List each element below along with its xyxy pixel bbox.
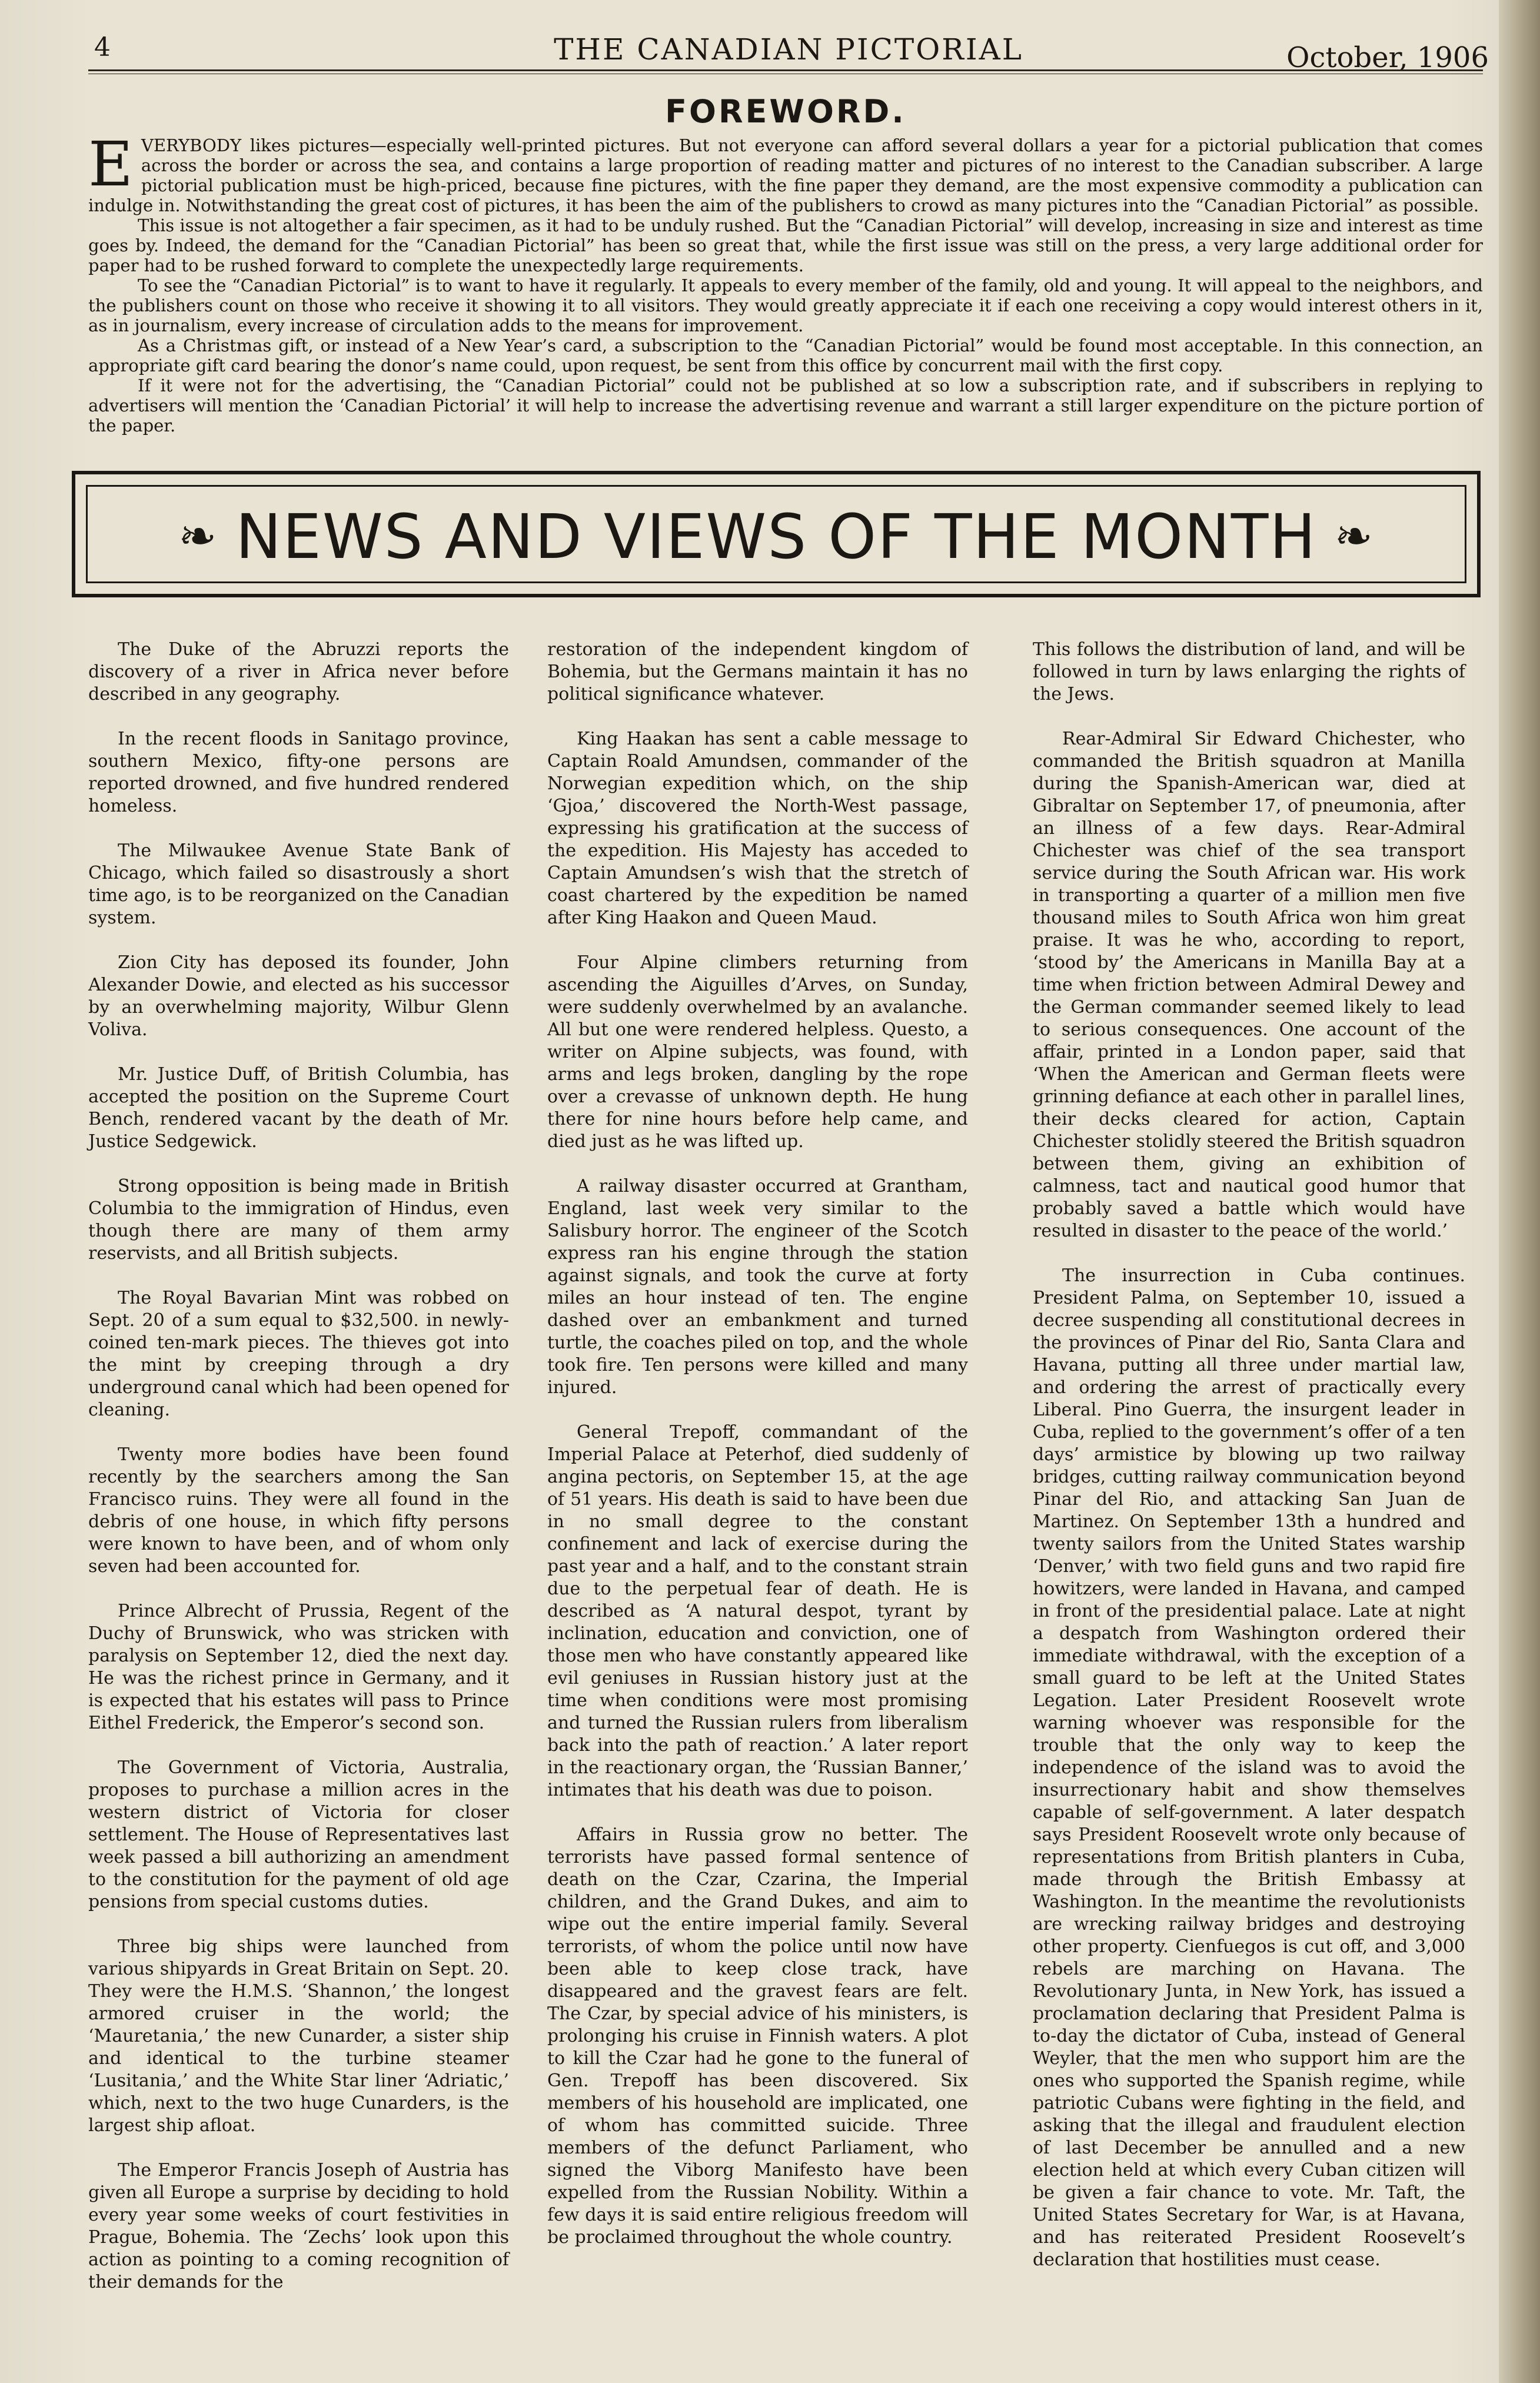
page-number: 4 — [94, 32, 111, 62]
news-item: In the recent floods in Sanitago province, southern Mexico, fifty-one persons are reported drowned, and five hundred rendered homeless. — [88, 729, 509, 816]
news-item: The insurrection in Cuba continues. President Palma, on September 10, issued a decree suspending all constitutional decrees in the provinces of Pinar del Rio, Santa Clara and Havana, putting all three under martial law, and ordering the arrest of practically every Liberal. Pino Guerra, the insurgent leader in Cuba, replied to the government’s offer of a ten days’ armistice by blowing up two railway bridges, cutting railway communication beyond Pinar del Rio, and attacking San Juan de Martinez. On September 13th a hundred and twenty sailors from the United States warship ‘Denver,’ with two field guns and two rapid fire howitzers, were landed in Havana, and camped in front of the presidential palace. Late at night a despatch from Washington ordered their immediate withdrawal, with the exception of a small guard to be left at the United States Legation. Later President Roosevelt wrote warning whoever was responsible for the trouble that the only way to keep the independence of the island was to avoid the insurrectionary habit and show themselves capable of self-government. A later despatch says President Roosevelt wrote only because of representations from British planters in Cuba, made through the British Embassy at Washington. In the meantime the revolutionists are wrecking railway bridges and destroying other property. Cienfuegos is cut off, and 3,000 rebels are marching on Havana. The Revolutionary Junta, in New York, has issued a proclamation declaring that President Palma is to-day the dictator of Cuba, instead of General Weyler, that the men who support him are the ones who supported the Spanish regime, while patriotic Cubans were fighting in the field, and asking that the illegal and fraudulent election of last December be annulled and a new election held at which every Cuban citizen will be given a fair chance to vote. Mr. Taft, the United States Secretary for War, is at Havana, and has reiterated President Roosevelt’s declaration that hostilities must cease. — [1033, 1265, 1465, 2270]
news-item: Four Alpine climbers returning from ascending the Aiguilles d’Arves, on Sunday, were suddenly overwhelmed by an avalanche. All but one were rendered helpless. Questo, a writer on Alpine subjects, was found, with arms and legs broken, dangling by the rope over a crevasse of unknown depth. He hung there for nine hours before help came, and died just as he was lifted up. — [547, 952, 968, 1152]
news-item: The Royal Bavarian Mint was robbed on Sept. 20 of a sum equal to $32,500. in newly-coined ten-mark pieces. The thieves got into the mint by creeping through a dry underground canal which had been opened for cleaning. — [88, 1288, 509, 1420]
issue-date: October, 1906 — [1286, 41, 1489, 74]
news-item: Three big ships were launched from various shipyards in Great Britain on Sept. 20. They were the H.M.S. ‘Shannon,’ the longest armored cruiser in the world; the ‘Mauretania,’ the new Cunarder, a sister ship and identical to the turbine steamer ‘Lusitania,’ and the White Star liner ‘Adriatic,’ which, next to the two huge Cunarders, is the largest ship afloat. — [88, 1936, 509, 2136]
header-rule — [88, 69, 1483, 71]
foreword-title: FOREWORD. — [665, 93, 906, 130]
news-item: The Emperor Francis Joseph of Austria has given all Europe a surprise by deciding to hold every year some weeks of court festivities in Prague, Bohemia. The ‘Zechs’ look upon this action as pointing to a coming recognition of their demands for the — [88, 2160, 509, 2292]
news-item: The Government of Victoria, Australia, proposes to purchase a million acres in the western district of Victoria for closer settlement. The House of Representatives last week passed a bill authorizing an amendment to the constitution for the payment of old age pensions from special customs duties. — [88, 1757, 509, 1912]
news-item: This follows the distribution of land, and will be followed in turn by laws enlarging the rights of the Jews. — [1033, 639, 1465, 704]
news-item: General Trepoff, commandant of the Imperial Palace at Peterhof, died suddenly of angina pectoris, on September 15, at the age of 51 years. His death is said to have been due in no small degree to the constant confinement and lack of exercise during the past year and a half, and to the constant strain due to the perpetual fear of death. He is described as ‘A natural despot, tyrant by inclination, education and conviction, one of those men who have constantly appeared like evil geniuses in Russian history just at the time when conditions were most promising and turned the Russian rulers from liberalism back into the path of reaction.’ A later report in the reactionary organ, the ‘Russian Banner,’ intimates that his death was due to poison. — [547, 1422, 968, 1800]
news-item: Zion City has deposed its founder, John Alexander Dowie, and elected as his successor by an overwhelming majority, Wilbur Glenn Voliva. — [88, 952, 509, 1040]
news-column-3 — [1033, 639, 1465, 2294]
news-item: The Milwaukee Avenue State Bank of Chicago, which failed so disastrously a short time ago, is to be reorganized on the Canadian system. — [88, 840, 509, 928]
foreword-paragraph: This issue is not altogether a fair specimen, as it had to be unduly rushed. But the “Canadian Pictorial” will develop, increasing in size and interest as time goes by. Indeed, the demand for the “Canadian Pictorial” has been so great that, while the first issue was still on the press, a very large additional order for paper had to be rushed forward to complete the unexpectedly large requirements. — [88, 215, 1483, 275]
drop-cap: E — [88, 128, 133, 200]
news-item: The Duke of the Abruzzi reports the discovery of a river in Africa never before described in any geography. — [88, 639, 509, 704]
news-item: Twenty more bodies have been found recently by the searchers among the San Francisco ruins. They were all found in the debris of one house, in which fifty persons were known to have been, and of whom only seven had been accounted for. — [88, 1444, 509, 1577]
leaf-ornament-icon: ❧ — [178, 510, 218, 563]
publication-title: THE CANADIAN PICTORIAL — [554, 32, 1023, 67]
leaf-ornament-icon: ❧ — [1334, 510, 1374, 563]
banner-title: NEWS AND VIEWS OF THE MONTH — [235, 501, 1317, 573]
news-column-2 — [547, 639, 968, 2271]
news-item: Strong opposition is being made in British Columbia to the immigration of Hindus, even though there are many of them army reservists, and all British subjects. — [88, 1176, 509, 1264]
page-header — [88, 29, 1489, 74]
news-item: Prince Albrecht of Prussia, Regent of the Duchy of Brunswick, who was stricken with paralysis on September 12, died the next day. He was the richest prince in Germany, and it is expected that his estates will pass to Prince Eithel Frederick, the Emperor’s second son. — [88, 1601, 509, 1733]
news-item: Rear-Admiral Sir Edward Chichester, who commanded the British squadron at Manilla during the Spanish-American war, died at Gibraltar on September 17, of pneumonia, after an illness of a few days. Rear-Admiral Chichester was chief of the sea transport service during the South African war. His work in transporting a quarter of a million men five thousand miles to South Africa won him great praise. It was he who, according to report, ‘stood by’ the Americans in Manilla Bay at a time when friction between Admiral Dewey and the German commander seemed likely to lead to serious consequences. One account of the affair, printed in a London paper, said that ‘When the American and German fleets were grinning defiance at each other in parallel lines, their decks cleared for action, Captain Chichester stolidly steered the British squadron between them, giving an exhibition of calmness, tact and nautical good humor that probably saved a battle which would have resulted in disaster to the peace of the world.’ — [1033, 729, 1465, 1241]
banner-heading — [88, 501, 1465, 577]
news-column-1 — [88, 639, 509, 2316]
news-item: Affairs in Russia grow no better. The terrorists have passed formal sentence of death on the Czar, Czarina, the Imperial children, and the Grand Dukes, and aim to wipe out the entire imperial family. Several terrorists, of whom the police until now have been able to keep close track, have disappeared and the gravest fears are felt. The Czar, by special advice of his ministers, is prolonging his cruise in Finnish waters. A plot to kill the Czar had he gone to the funeral of Gen. Trepoff has been discovered. Six members of his household are implicated, one of whom has committed suicide. Three members of the defunct Parliament, who signed the Viborg Manifesto have been expelled from the Russian Nobility. Within a few days it is said entire religious freedom will be proclaimed throughout the whole country. — [547, 1824, 968, 2248]
news-item: A railway disaster occurred at Grantham, England, last week very similar to the Salisbury horror. The engineer of the Scotch express ran his engine through the station against signals, and took the curve at forty miles an hour instead of ten. The engine dashed over an embankment and turned turtle, the coaches piled on top, and the whole took fire. Ten persons were killed and many injured. — [547, 1176, 968, 1398]
foreword-text — [88, 128, 1483, 436]
news-item: King Haakan has sent a cable message to Captain Roald Amundsen, commander of the Norwegian expedition which, on the ship ‘Gjoa,’ discovered the North-West passage, expressing his gratification at the success of the expedition. His Majesty has acceded to Captain Amundsen’s wish that the stretch of coast chartered by the expedition be named after King Haakon and Queen Maud. — [547, 729, 968, 928]
banner-inner-border — [86, 485, 1466, 583]
foreword-paragraph: To see the “Canadian Pictorial” is to want to have it regularly. It appeals to every member of the family, old and young. It will appeal to the neighbors, and the publishers count on those who receive it showing it to all visitors. They would greatly appreciate it if each one receiving a copy would interest others in it, as in journalism, every increase of circulation adds to the means for improvement. — [88, 275, 1483, 335]
foreword-paragraph: As a Christmas gift, or instead of a New Year’s card, a subscription to the “Canadian Pictorial” would be found most acceptable. In this connection, an appropriate gift card bearing the donor’s name could, upon request, be sent from this office by concurrent mail with the first copy. — [88, 335, 1483, 375]
page-edge — [1499, 0, 1540, 2383]
section-banner — [72, 471, 1481, 597]
news-item: restoration of the independent kingdom of Bohemia, but the Germans maintain it has no political significance whatever. — [547, 639, 968, 704]
foreword-paragraph: EVERYBODY likes pictures—especially well-printed pictures. But not everyone can afford several dollars a year for a pictorial publication that comes across the border or across the sea, and contains a large proportion of reading matter and pictures of no interest to the Canadian subscriber. A large pictorial publication must be high-priced, because fine pictures, with the fine paper they demand, are the most expensive commodity a publication can indulge in. Notwithstanding the great cost of pictures, it has been the aim of the publishers to crowd as many pictures into the “Canadian Pictorial” as possible. — [88, 128, 1483, 215]
foreword-paragraph: If it were not for the advertising, the “Canadian Pictorial” could not be published at so low a subscription rate, and if subscribers in replying to advertisers will mention the ‘Canadian Pictorial’ it will help to increase the advertising revenue and warrant a still larger expenditure on the picture portion of the paper. — [88, 375, 1483, 436]
news-item: Mr. Justice Duff, of British Columbia, has accepted the position on the Supreme Court Bench, rendered vacant by the death of Mr. Justice Sedgewick. — [88, 1064, 509, 1152]
